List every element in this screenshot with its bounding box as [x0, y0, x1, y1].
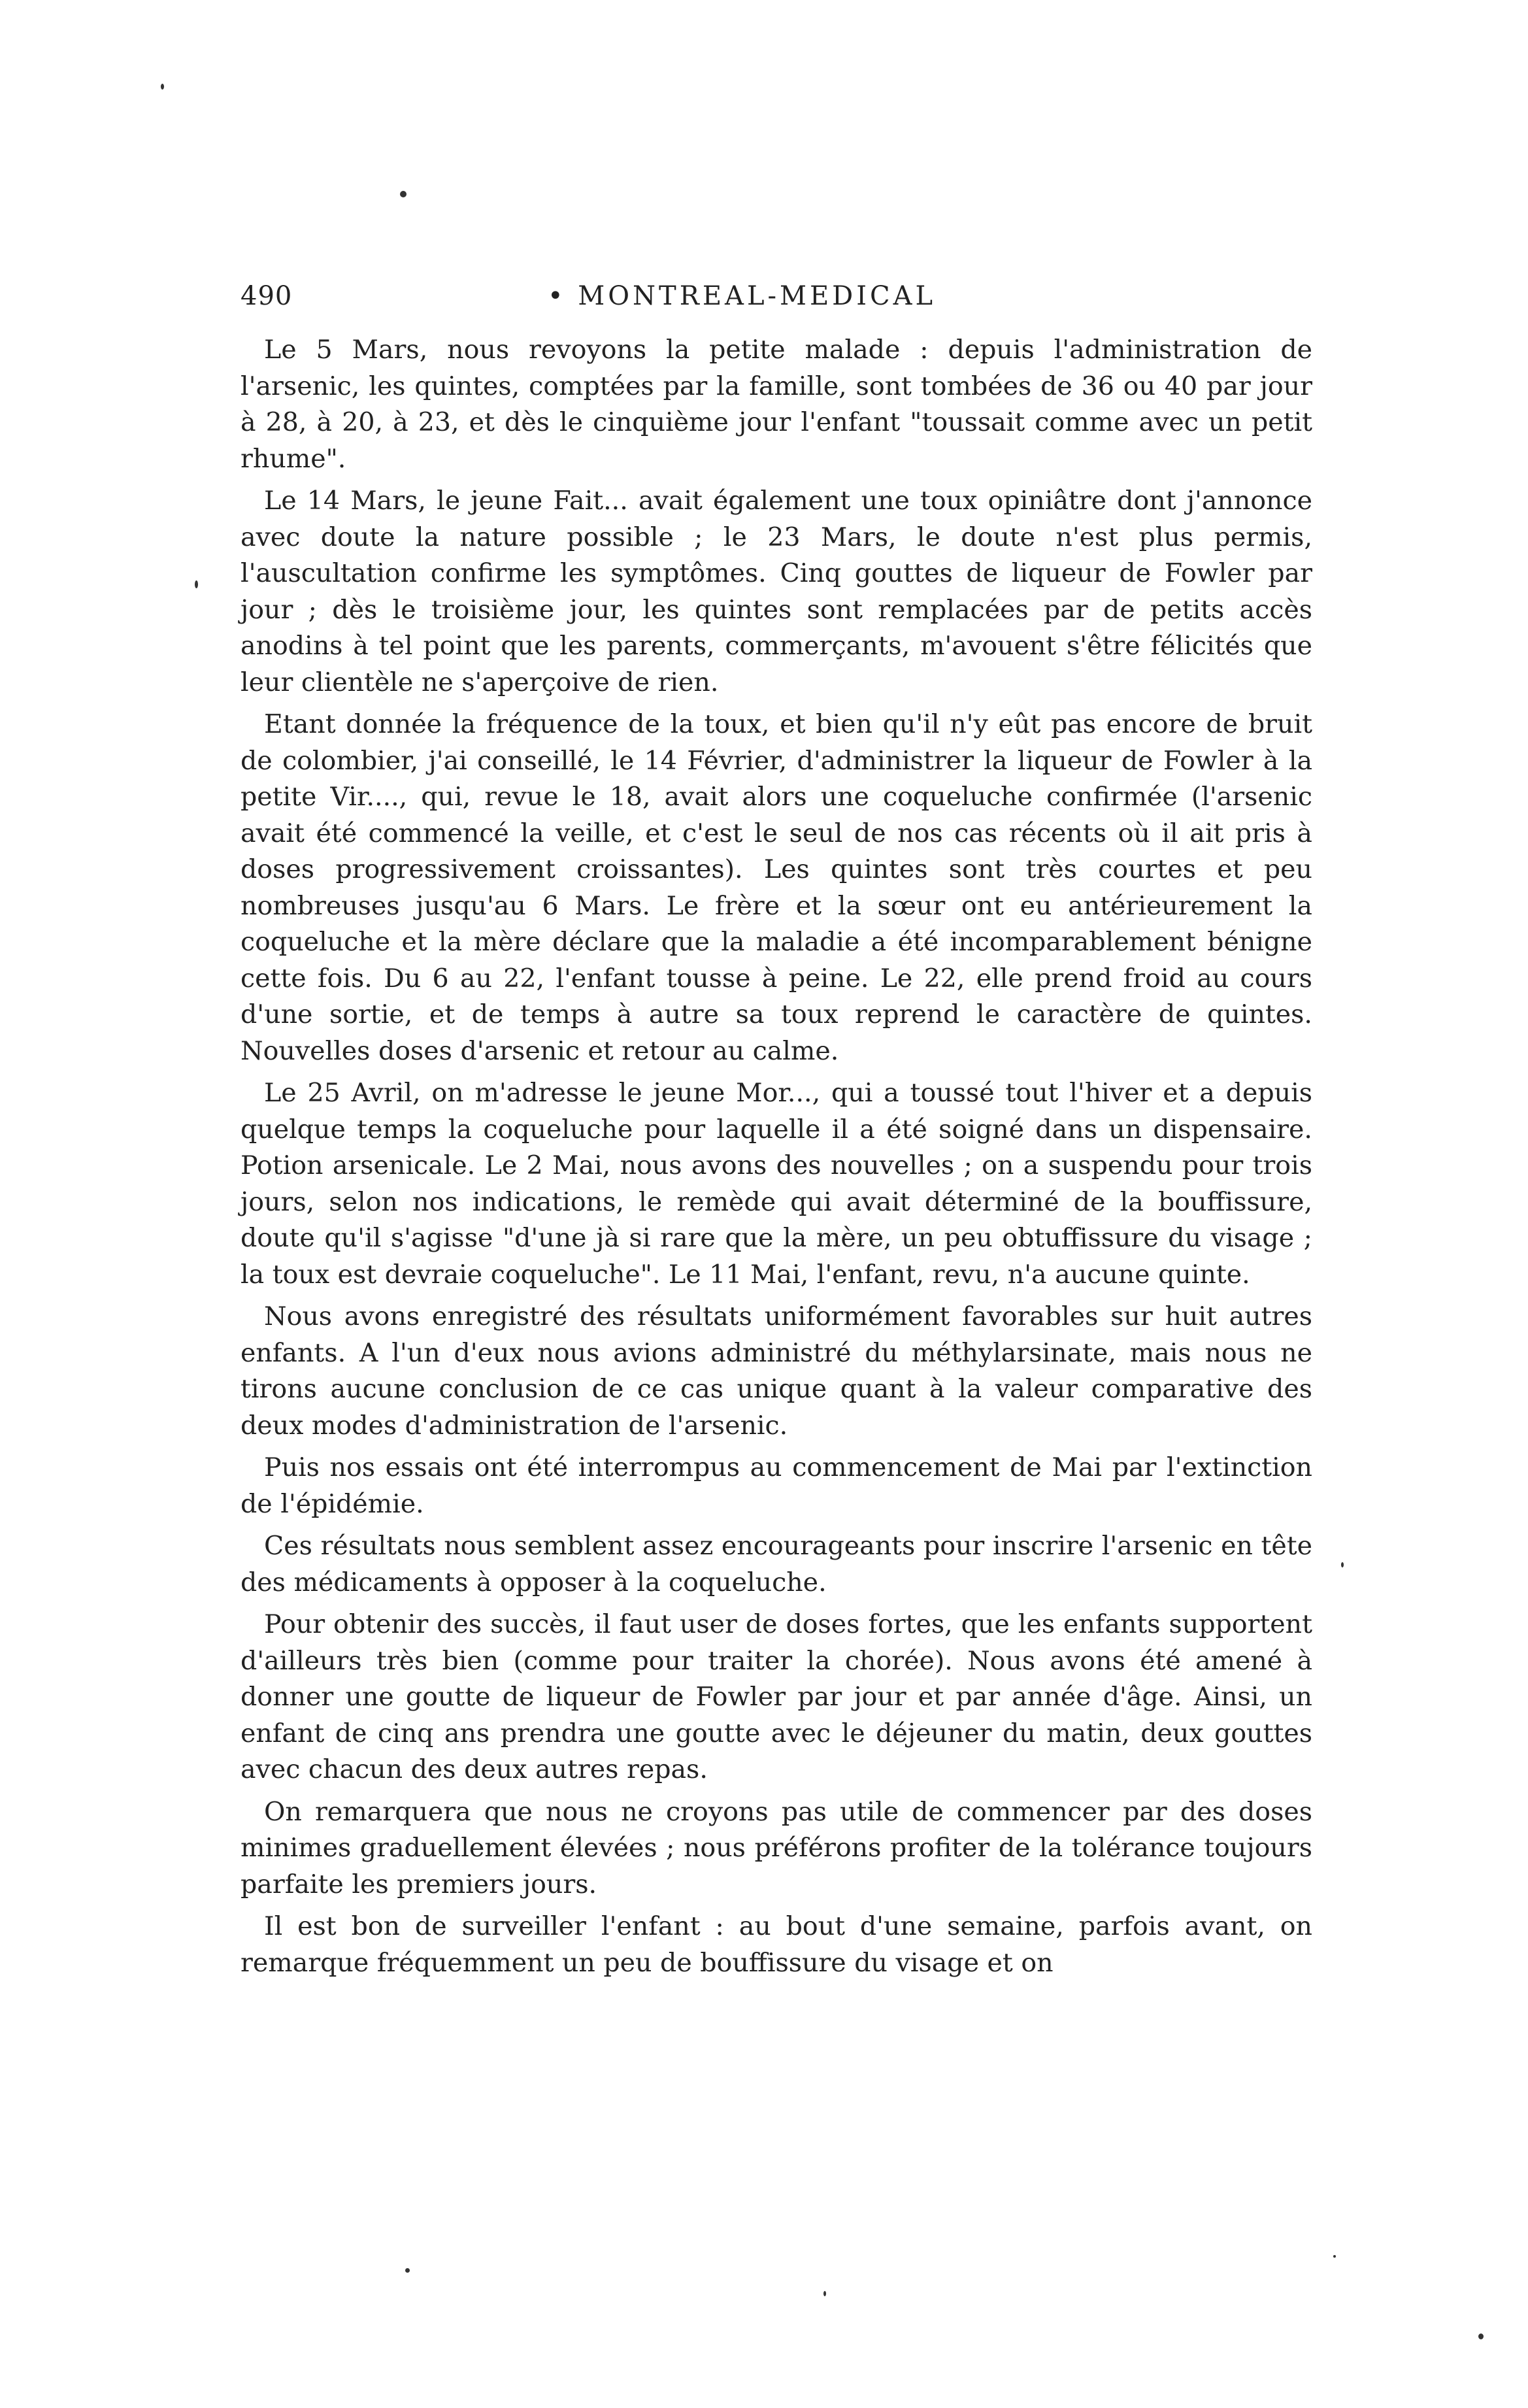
- scan-speck: [405, 2268, 410, 2273]
- paragraph: Puis nos essais ont été interrompus au commencement de Mai par l'extinction de l'épidémie.: [241, 1452, 1312, 1519]
- paragraph: Le 5 Mars, nous revoyons la petite malade : depuis l'administration de l'arsenic, les quintes, comptées par la famille, sont tombées de 36 ou 40 par jour à 28, à 20, à 23, et dès le cinquième jour l'enfant "toussait comme avec un petit rhume".: [241, 335, 1312, 474]
- scan-speck: [161, 84, 164, 90]
- paragraph: Ces résultats nous semblent assez encourageants pour inscrire l'arsenic en tête des médicaments à opposer à la coqueluche.: [241, 1531, 1312, 1597]
- scan-speck: [823, 2291, 826, 2296]
- paragraph: Le 14 Mars, le jeune Fait... avait également une toux opiniâtre dont j'annonce avec doute la nature possible ; le 23 Mars, le doute n'est plus permis, l'auscultation confirme les symptômes. Cinq gouttes de liqueur de Fowler par jour ; dès le troisième jour, les quintes sont remplacées par de petits accès anodins à tel point que les parents, commerçants, m'avouent s'être félicités que leur clientèle ne s'aperçoive de rien.: [241, 486, 1312, 697]
- page-header: [241, 281, 1312, 327]
- paragraph: Nous avons enregistré des résultats uniformément favorables sur huit autres enfants. A l'un d'eux nous avions administré du méthylarsinate, mais nous ne tirons aucune conclusion de ce cas unique quant à la valeur comparative des deux modes d'administration de l'arsenic.: [241, 1301, 1312, 1441]
- paragraph: Le 25 Avril, on m'adresse le jeune Mor..., qui a toussé tout l'hiver et a depuis quelque temps la coqueluche pour laquelle il a été soigné dans un dispensaire. Potion arsenicale. Le 2 Mai, nous avons des nouvelles ; on a suspendu pour trois jours, selon nos indications, le remède qui avait déterminé de la bouffissure, doute qu'il s'agisse "d'une jà si rare que la mère, un peu obtuffissure du visage ; la toux est devraie coqueluche". Le 11 Mai, l'enfant, revu, n'a aucune quinte.: [241, 1078, 1312, 1290]
- scan-speck: [1478, 2333, 1484, 2339]
- paragraph: On remarquera que nous ne croyons pas utile de commencer par des doses minimes graduellement élevées ; nous préférons profiter de la tolérance toujours parfaite les premiers jours.: [241, 1796, 1312, 1899]
- scan-speck: [195, 580, 198, 588]
- paragraph: Etant donnée la fréquence de la toux, et bien qu'il n'y eût pas encore de bruit de colombier, j'ai conseillé, le 14 Février, d'administrer la liqueur de Fowler à la petite Vir...., qui, revue le 18, avait alors une coqueluche confirmée (l'arsenic avait été commencé la veille, et c'est le seul de nos cas récents où il ait pris à doses progressivement croissantes). Les quintes sont très courtes et peu nombreuses jusqu'au 6 Mars. Le frère et la sœur ont eu antérieurement la coqueluche et la mère déclare que la maladie a été incomparablement bénigne cette fois. Du 6 au 22, l'enfant tousse à peine. Le 22, elle prend froid au cours d'une sortie, et de temps à autre sa toux reprend le caractère de quintes. Nouvelles doses d'arsenic et retour au calme.: [241, 709, 1312, 1066]
- body-text: [241, 332, 1312, 1987]
- scan-speck: [1333, 2255, 1336, 2258]
- scan-speck: [1341, 1562, 1344, 1567]
- scan-speck: [400, 191, 407, 197]
- paragraph: Pour obtenir des succès, il faut user de doses fortes, que les enfants supportent d'ailleurs très bien (comme pour traiter la chorée). Nous avons été amené à donner une goutte de liqueur de Fowler par jour et par année d'âge. Ainsi, un enfant de cinq ans prendra une goutte avec le déjeuner du matin, deux gouttes avec chacun des deux autres repas.: [241, 1609, 1312, 1784]
- paragraph: Il est bon de surveiller l'enfant : au bout d'une semaine, parfois avant, on remarque fréquemment un peu de bouffissure du visage et on: [241, 1911, 1312, 1978]
- page-number: 490: [241, 281, 293, 311]
- running-head: • MONTREAL-MEDICAL: [548, 281, 937, 311]
